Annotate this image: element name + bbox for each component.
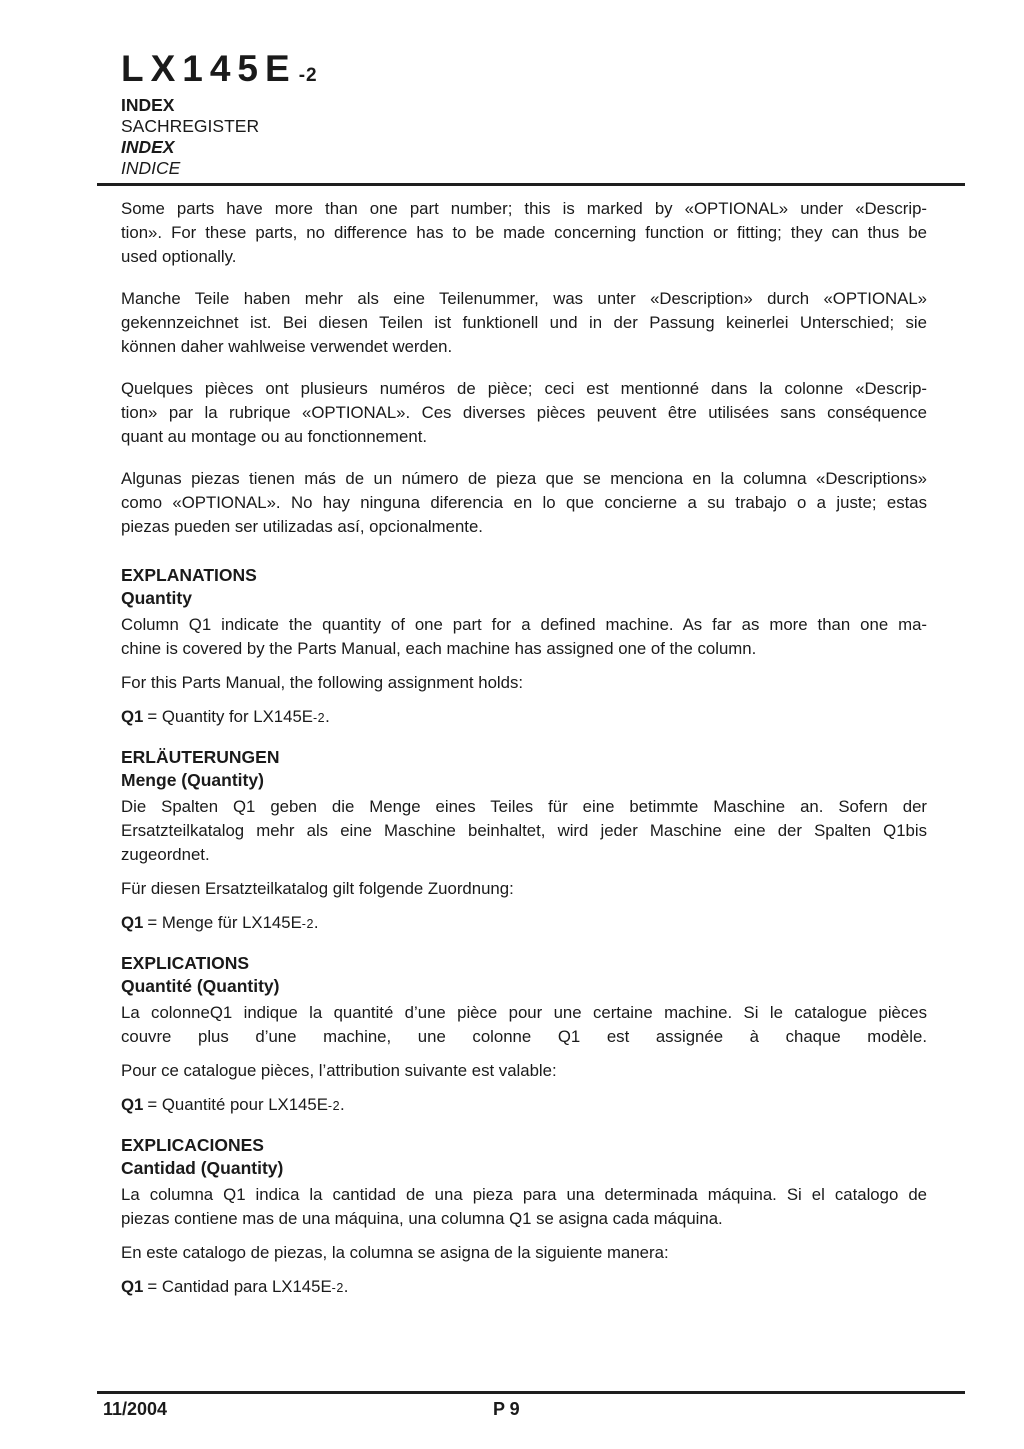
- q1-term: Q1: [121, 1095, 144, 1114]
- section-body: [121, 1001, 927, 1049]
- text-line: Column Q1 indicate the quantity of one part for a defined machine. As far as more than one ma-: [121, 615, 927, 634]
- text-line: Algunas piezas tienen más de un número de pieza que se menciona en la columna «Descriptions»: [121, 469, 927, 488]
- assignment-line: For this Parts Manual, the following assignment holds:: [121, 673, 524, 692]
- text-line: tion». For these parts, no difference has to be made concerning function or fitting; they can thus be: [121, 223, 927, 242]
- text-line: Manche Teile haben mehr als eine Teilenummer, was unter «Description» durch «OPTIONAL»: [121, 289, 927, 308]
- text-line: piezas contiene mas de una máquina, una columna Q1 se asigna cada máquina.: [121, 1209, 723, 1228]
- title-line-indice: INDICE: [121, 158, 181, 178]
- model-name: LX145E: [121, 48, 297, 89]
- text-line: used optionally.: [121, 247, 237, 266]
- q1-model-suffix: -2: [312, 711, 326, 725]
- text-line: zugeordnet.: [121, 845, 210, 864]
- section-heading: EXPLICATIONS: [121, 953, 250, 973]
- text-line: Die Spalten Q1 geben die Menge eines Teiles für eine betimmte Maschine an. Sofern der: [121, 797, 927, 816]
- q1-term: Q1: [121, 913, 144, 932]
- page-title: [121, 0, 927, 95]
- intro-paragraph-english: [121, 197, 927, 269]
- q1-model-suffix: -2: [301, 917, 314, 931]
- intro-paragraph-german: [121, 287, 927, 359]
- header-title-lines: [121, 95, 927, 179]
- text-line: Some parts have more than one part number; this is marked by «OPTIONAL» under «Descrip-: [121, 199, 927, 218]
- text-line: La colonneQ1 indique la quantité d’une pièce pour une certaine machine. Si le catalogue pièces: [121, 1003, 927, 1022]
- section-subheading: Quantité (Quantity): [121, 976, 280, 996]
- title-line-sachregister: SACHREGISTER: [121, 116, 260, 136]
- q1-definition: [121, 911, 927, 936]
- intro-paragraph-french: [121, 377, 927, 449]
- q1-period: .: [340, 1095, 345, 1114]
- q1-model-suffix: -2: [331, 1281, 344, 1295]
- q1-definition: [121, 1275, 927, 1300]
- assignment-line: Für diesen Ersatzteilkatalog gilt folgende Zuordnung:: [121, 879, 514, 898]
- footer-page-number: P 9: [493, 1399, 520, 1419]
- text-line: como «OPTIONAL». No hay ninguna diferencia en lo que concierne a su trabajo o a juste; estas: [121, 493, 927, 512]
- q1-text: = Menge für LX145E: [147, 913, 302, 932]
- footer-row: [97, 1399, 965, 1429]
- text-line: piezas pueden ser utilizadas así, opcionalmente.: [121, 517, 483, 536]
- footer-divider: [97, 1391, 965, 1394]
- model-suffix: -2: [298, 65, 318, 86]
- title-line-index-en: INDEX: [121, 95, 175, 115]
- q1-period: .: [313, 913, 319, 932]
- section-erlauterungen: [121, 746, 927, 936]
- q1-definition: [121, 1093, 927, 1118]
- header-divider: [97, 183, 965, 186]
- intro-paragraph-spanish: [121, 467, 927, 539]
- q1-text: = Cantidad para LX145E: [147, 1277, 332, 1296]
- section-body: [121, 613, 927, 661]
- assignment-line: En este catalogo de piezas, la columna se asigna de la siguiente manera:: [121, 1243, 669, 1262]
- footer-date: 11/2004: [103, 1399, 168, 1419]
- section-subheading: Cantidad (Quantity): [121, 1158, 284, 1178]
- section-subheading: Menge (Quantity): [121, 770, 264, 790]
- page-footer: [97, 1391, 965, 1429]
- section-body: [121, 1183, 927, 1231]
- section-heading: EXPLANATIONS: [121, 565, 257, 585]
- q1-term: Q1: [121, 1277, 144, 1296]
- q1-period: .: [343, 1277, 349, 1296]
- title-line-index-fr: INDEX: [121, 137, 175, 157]
- q1-model-suffix: -2: [327, 1099, 341, 1113]
- section-body: [121, 795, 927, 867]
- text-line: können daher wahlweise verwendet werden.: [121, 337, 453, 356]
- section-heading: ERLÄUTERUNGEN: [121, 747, 280, 767]
- text-line: Quelques pièces ont plusieurs numéros de pièce; ceci est mentionné dans la colonne «Descrip-: [121, 379, 927, 398]
- q1-text: = Quantité pour LX145E: [147, 1095, 328, 1114]
- text-line: tion» par la rubrique «OPTIONAL». Ces diverses pièces peuvent être utilisées sans conséquence: [121, 403, 927, 422]
- section-explicaciones: [121, 1134, 927, 1300]
- assignment-line: Pour ce catalogue pièces, l’attribution suivante est valable:: [121, 1061, 557, 1080]
- text-line: couvre plus d’une machine, une colonne Q1 est assignée à chaque modèle.: [121, 1027, 927, 1046]
- text-line: La columna Q1 indica la cantidad de una pieza para una determinada máquina. Si el catalogo de: [121, 1185, 927, 1204]
- text-line: gekennzeichnet ist. Bei diesen Teilen ist funktionell und in der Passung keinerlei Unterschied; sie: [121, 313, 927, 332]
- section-subheading: Quantity: [121, 588, 192, 608]
- q1-definition: [121, 705, 927, 730]
- text-line: quant au montage ou au fonctionnement.: [121, 427, 428, 446]
- q1-text: = Quantity for LX145E: [147, 707, 313, 726]
- text-line: chine is covered by the Parts Manual, each machine has assigned one of the column.: [121, 639, 757, 658]
- section-heading: EXPLICACIONES: [121, 1135, 264, 1155]
- q1-period: .: [325, 707, 330, 726]
- section-explications: [121, 952, 927, 1118]
- section-explanations: [121, 564, 927, 730]
- q1-term: Q1: [121, 707, 144, 726]
- text-line: Ersatzteilkatalog mehr als eine Maschine beinhaltet, wird jeder Maschine eine der Spalten Q1bis: [121, 821, 927, 840]
